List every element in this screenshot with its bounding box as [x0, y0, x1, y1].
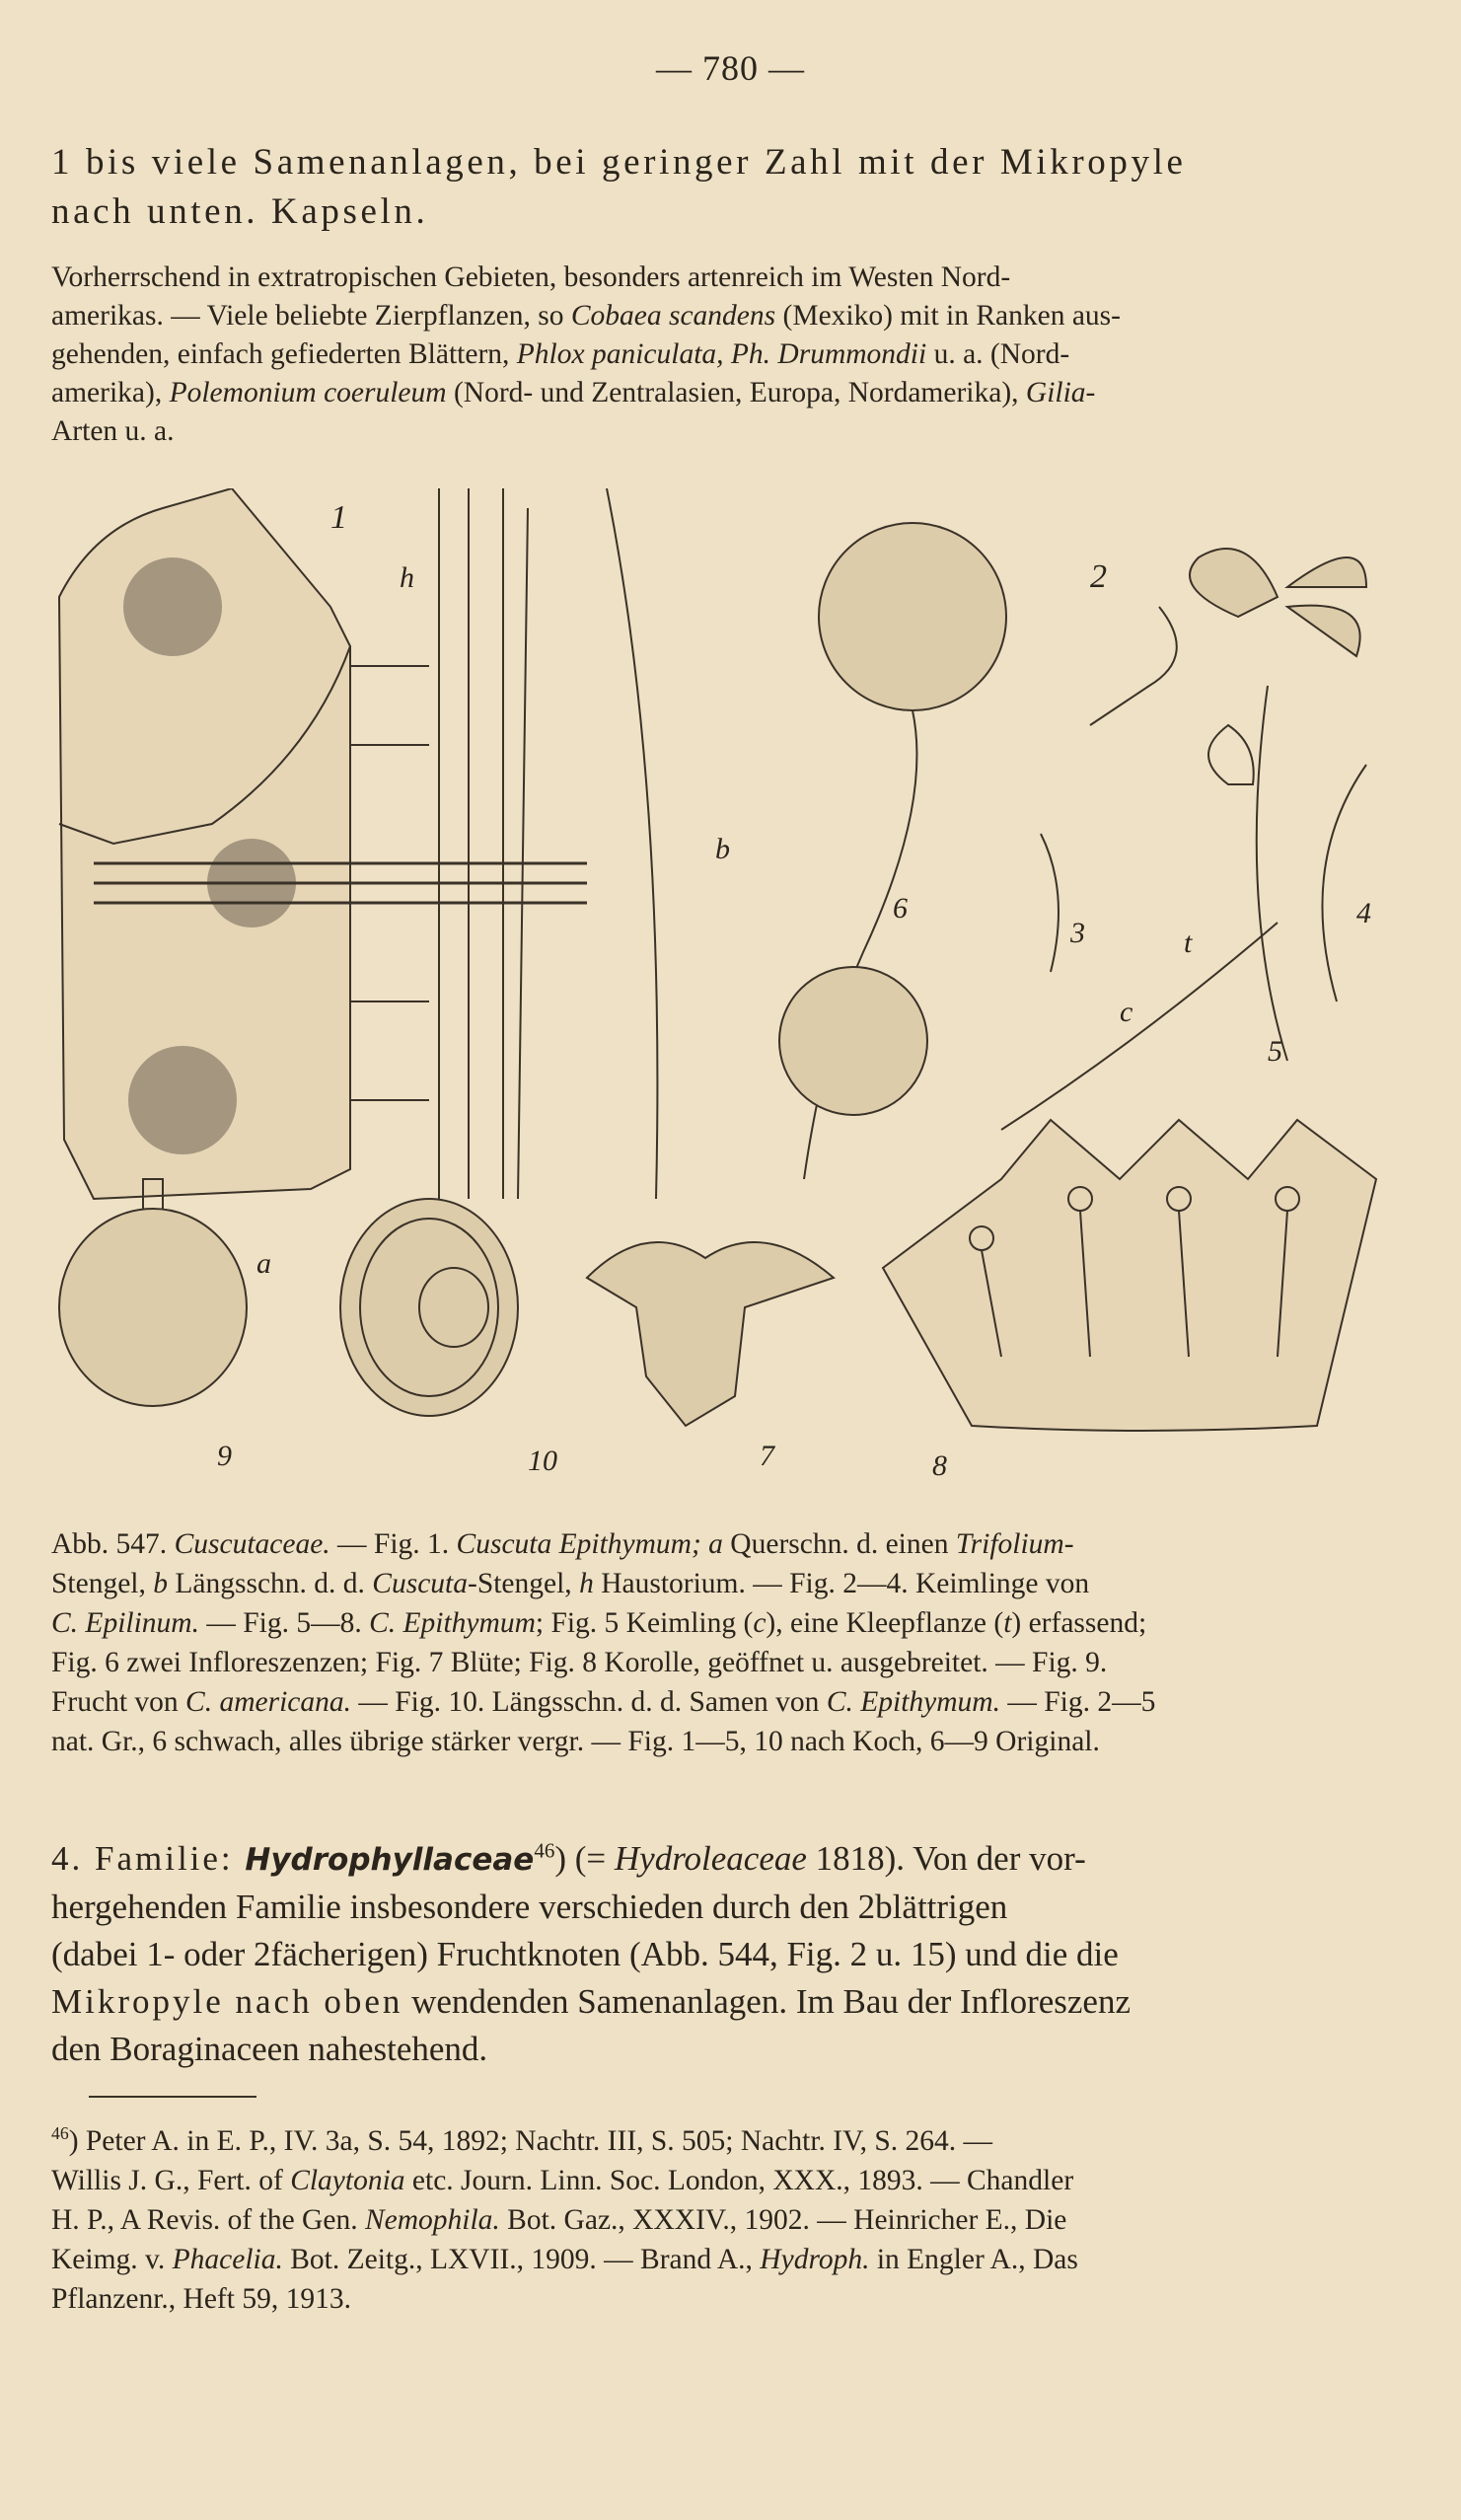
taxon-name: Hydroph.	[760, 2244, 870, 2275]
text: amerika),	[51, 377, 170, 408]
taxon-name: Cuscuta	[372, 1568, 468, 1599]
text: ), eine Kleepflanze (	[766, 1607, 1004, 1639]
caption-line: Fig. 6 zwei Infloreszenzen; Fig. 7 Blüte; Fig. 8 Korolle, geöffnet u. ausgebreitet. — Fig. 9.	[51, 1647, 1108, 1678]
taxon-name: Nemophila.	[364, 2204, 500, 2236]
footnote-line: Pflanzenr., Heft 59, 1913.	[51, 2283, 351, 2315]
taxon-name: Phacelia.	[172, 2244, 283, 2275]
fig10-seed	[340, 1199, 518, 1416]
text: gehenden, einfach gefiederten Blättern,	[51, 338, 517, 370]
taxon-name: Cuscutaceae.	[174, 1528, 330, 1560]
fig9-fruit	[59, 1179, 247, 1406]
fig7-flower	[587, 1242, 834, 1426]
label: b	[153, 1568, 168, 1599]
text: 4. Familie:	[51, 1839, 246, 1878]
text: (Nord- und Zentralasien, Europa, Nordamerika),	[446, 377, 1026, 408]
caption-line: nat. Gr., 6 schwach, alles übrige stärker vergr. — Fig. 1—5, 10 nach Koch, 6—9 Original.	[51, 1726, 1100, 1757]
footnote-number: 46	[51, 2123, 69, 2144]
figure-caption	[51, 1524, 1423, 1761]
fig-label-b: b	[715, 833, 730, 865]
page-number: — 780 —	[656, 48, 805, 88]
text: Stengel,	[51, 1568, 154, 1599]
caption-line	[51, 1564, 1423, 1603]
text: ) (=	[554, 1839, 615, 1878]
text: Keimg. v.	[51, 2244, 173, 2275]
family-line: den Boraginaceen nahestehend.	[51, 2030, 488, 2068]
family-line	[51, 1835, 1423, 1884]
fig-label-1: 1	[330, 499, 347, 536]
text: amerikas. — Viele beliebte Zierpflanzen, so	[51, 300, 571, 332]
fig2-5-seedlings	[1001, 549, 1366, 1130]
fig1-cross-section	[59, 488, 657, 1199]
text: H. P., A Revis. of the Gen.	[51, 2204, 365, 2236]
text: wendenden Samenanlagen. Im Bau der Infloreszenz	[402, 1982, 1131, 2021]
family-paragraph	[51, 1835, 1423, 2073]
footnote-line	[51, 2200, 1423, 2240]
text: Querschn. d. einen	[722, 1528, 956, 1560]
taxon-name: Phlox paniculata, Ph. Drummondii	[516, 338, 927, 370]
footnote-divider	[89, 2096, 256, 2098]
text: Haustorium. — Fig. 2—4. Keimlinge von	[593, 1568, 1090, 1599]
text: -Stengel,	[468, 1568, 580, 1599]
taxon-name: C. Epithymum.	[826, 1686, 1000, 1718]
fig6-inflorescences	[779, 523, 1006, 1179]
family-line: (dabei 1- oder 2fächerigen) Fruchtknoten (Abb. 544, Fig. 2 u. 15) und die die	[51, 1935, 1119, 1973]
label: t	[1003, 1607, 1012, 1639]
fig-label-7: 7	[760, 1440, 774, 1472]
text: — Fig. 5—8.	[198, 1607, 370, 1639]
fig-label-4: 4	[1356, 897, 1371, 929]
taxon-name: Hydroleaceae	[614, 1839, 807, 1878]
family-name: Hydrophyllaceae	[245, 1842, 535, 1878]
text: Bot. Gaz., XXXIV., 1902. — Heinricher E., Die	[499, 2204, 1067, 2236]
footnote	[51, 2121, 1423, 2319]
label: h	[579, 1568, 594, 1599]
text: 1818). Von der vor-	[806, 1839, 1086, 1878]
fig-label-5: 5	[1268, 1035, 1282, 1068]
family-line: hergehenden Familie insbesondere verschieden durch den 2blättrigen	[51, 1888, 1008, 1926]
fig-label-a: a	[256, 1247, 271, 1280]
para-line: Arten u. a.	[51, 415, 175, 447]
text: in Engler A., Das	[869, 2244, 1078, 2275]
fig-label-10: 10	[528, 1445, 557, 1477]
footnote-line	[51, 2121, 1423, 2161]
fig-label-h: h	[400, 561, 414, 594]
fig-label-9: 9	[217, 1440, 232, 1472]
text: Mikropyle nach oben	[51, 1982, 403, 2021]
footnote-ref: 46	[534, 1838, 555, 1863]
text: — Fig. 10. Längsschn. d. d. Samen von	[351, 1686, 827, 1718]
text: (Mexiko) mit in Ranken aus-	[775, 300, 1121, 332]
caption-line	[51, 1682, 1423, 1722]
taxon-name: Polemonium coeruleum	[169, 377, 447, 408]
taxon-name: Gilia-	[1025, 377, 1096, 408]
distribution-paragraph	[51, 259, 1423, 451]
label: c	[753, 1607, 767, 1639]
text: — Fig. 2—5	[999, 1686, 1156, 1718]
taxon-name: C. Epilinum.	[51, 1607, 199, 1639]
footnote-line	[51, 2161, 1423, 2200]
text: ) Peter A. in E. P., IV. 3a, S. 54, 1892; Nachtr. III, S. 505; Nachtr. IV, S. 264. —	[68, 2125, 992, 2157]
text: etc. Journ. Linn. Soc. London, XXX., 1893. — Chandler	[404, 2165, 1074, 2196]
taxon-name: C. americana.	[185, 1686, 351, 1718]
fig-label-8: 8	[932, 1449, 947, 1482]
text: Bot. Zeitg., LXVII., 1909. — Brand A.,	[282, 2244, 761, 2275]
intro-text	[51, 138, 1423, 237]
fig-label-c: c	[1120, 996, 1133, 1028]
fig-label-t: t	[1184, 926, 1193, 959]
fig-label-2: 2	[1090, 558, 1107, 595]
text: u. a. (Nord-	[926, 338, 1070, 370]
para-line: Vorherrschend in extratropischen Gebieten, besonders artenreich im Westen Nord-	[51, 261, 1011, 293]
text: Abb. 547.	[51, 1528, 175, 1560]
botanical-figure	[54, 488, 1416, 1495]
taxon-name: Claytonia	[290, 2165, 405, 2196]
intro-line-2: nach unten. Kapseln.	[51, 191, 429, 232]
footnote-line	[51, 2240, 1423, 2279]
fig8-corolla	[883, 1120, 1376, 1431]
text: ) erfassend;	[1011, 1607, 1147, 1639]
caption-line	[51, 1603, 1423, 1643]
fig-label-6: 6	[893, 892, 908, 925]
text: Frucht von	[51, 1686, 186, 1718]
text: — Fig. 1.	[329, 1528, 457, 1560]
text: Willis J. G., Fert. of	[51, 2165, 291, 2196]
intro-line-1: 1 bis viele Samenanlagen, bei geringer Zahl mit der Mikropyle	[51, 142, 1187, 183]
para-line	[51, 335, 1423, 374]
family-line	[51, 1978, 1423, 2026]
text: ; Fig. 5 Keimling (	[535, 1607, 754, 1639]
para-line	[51, 297, 1423, 335]
text: Längsschn. d. d.	[168, 1568, 373, 1599]
taxon-name: C. Epithymum	[369, 1607, 536, 1639]
caption-line	[51, 1524, 1423, 1564]
taxon-name: Cobaea scandens	[570, 300, 776, 332]
fig-label-3: 3	[1070, 917, 1085, 949]
taxon-name: Trifolium-	[955, 1528, 1074, 1560]
para-line	[51, 374, 1423, 412]
taxon-name: Cuscuta Epithymum; a	[456, 1528, 723, 1560]
